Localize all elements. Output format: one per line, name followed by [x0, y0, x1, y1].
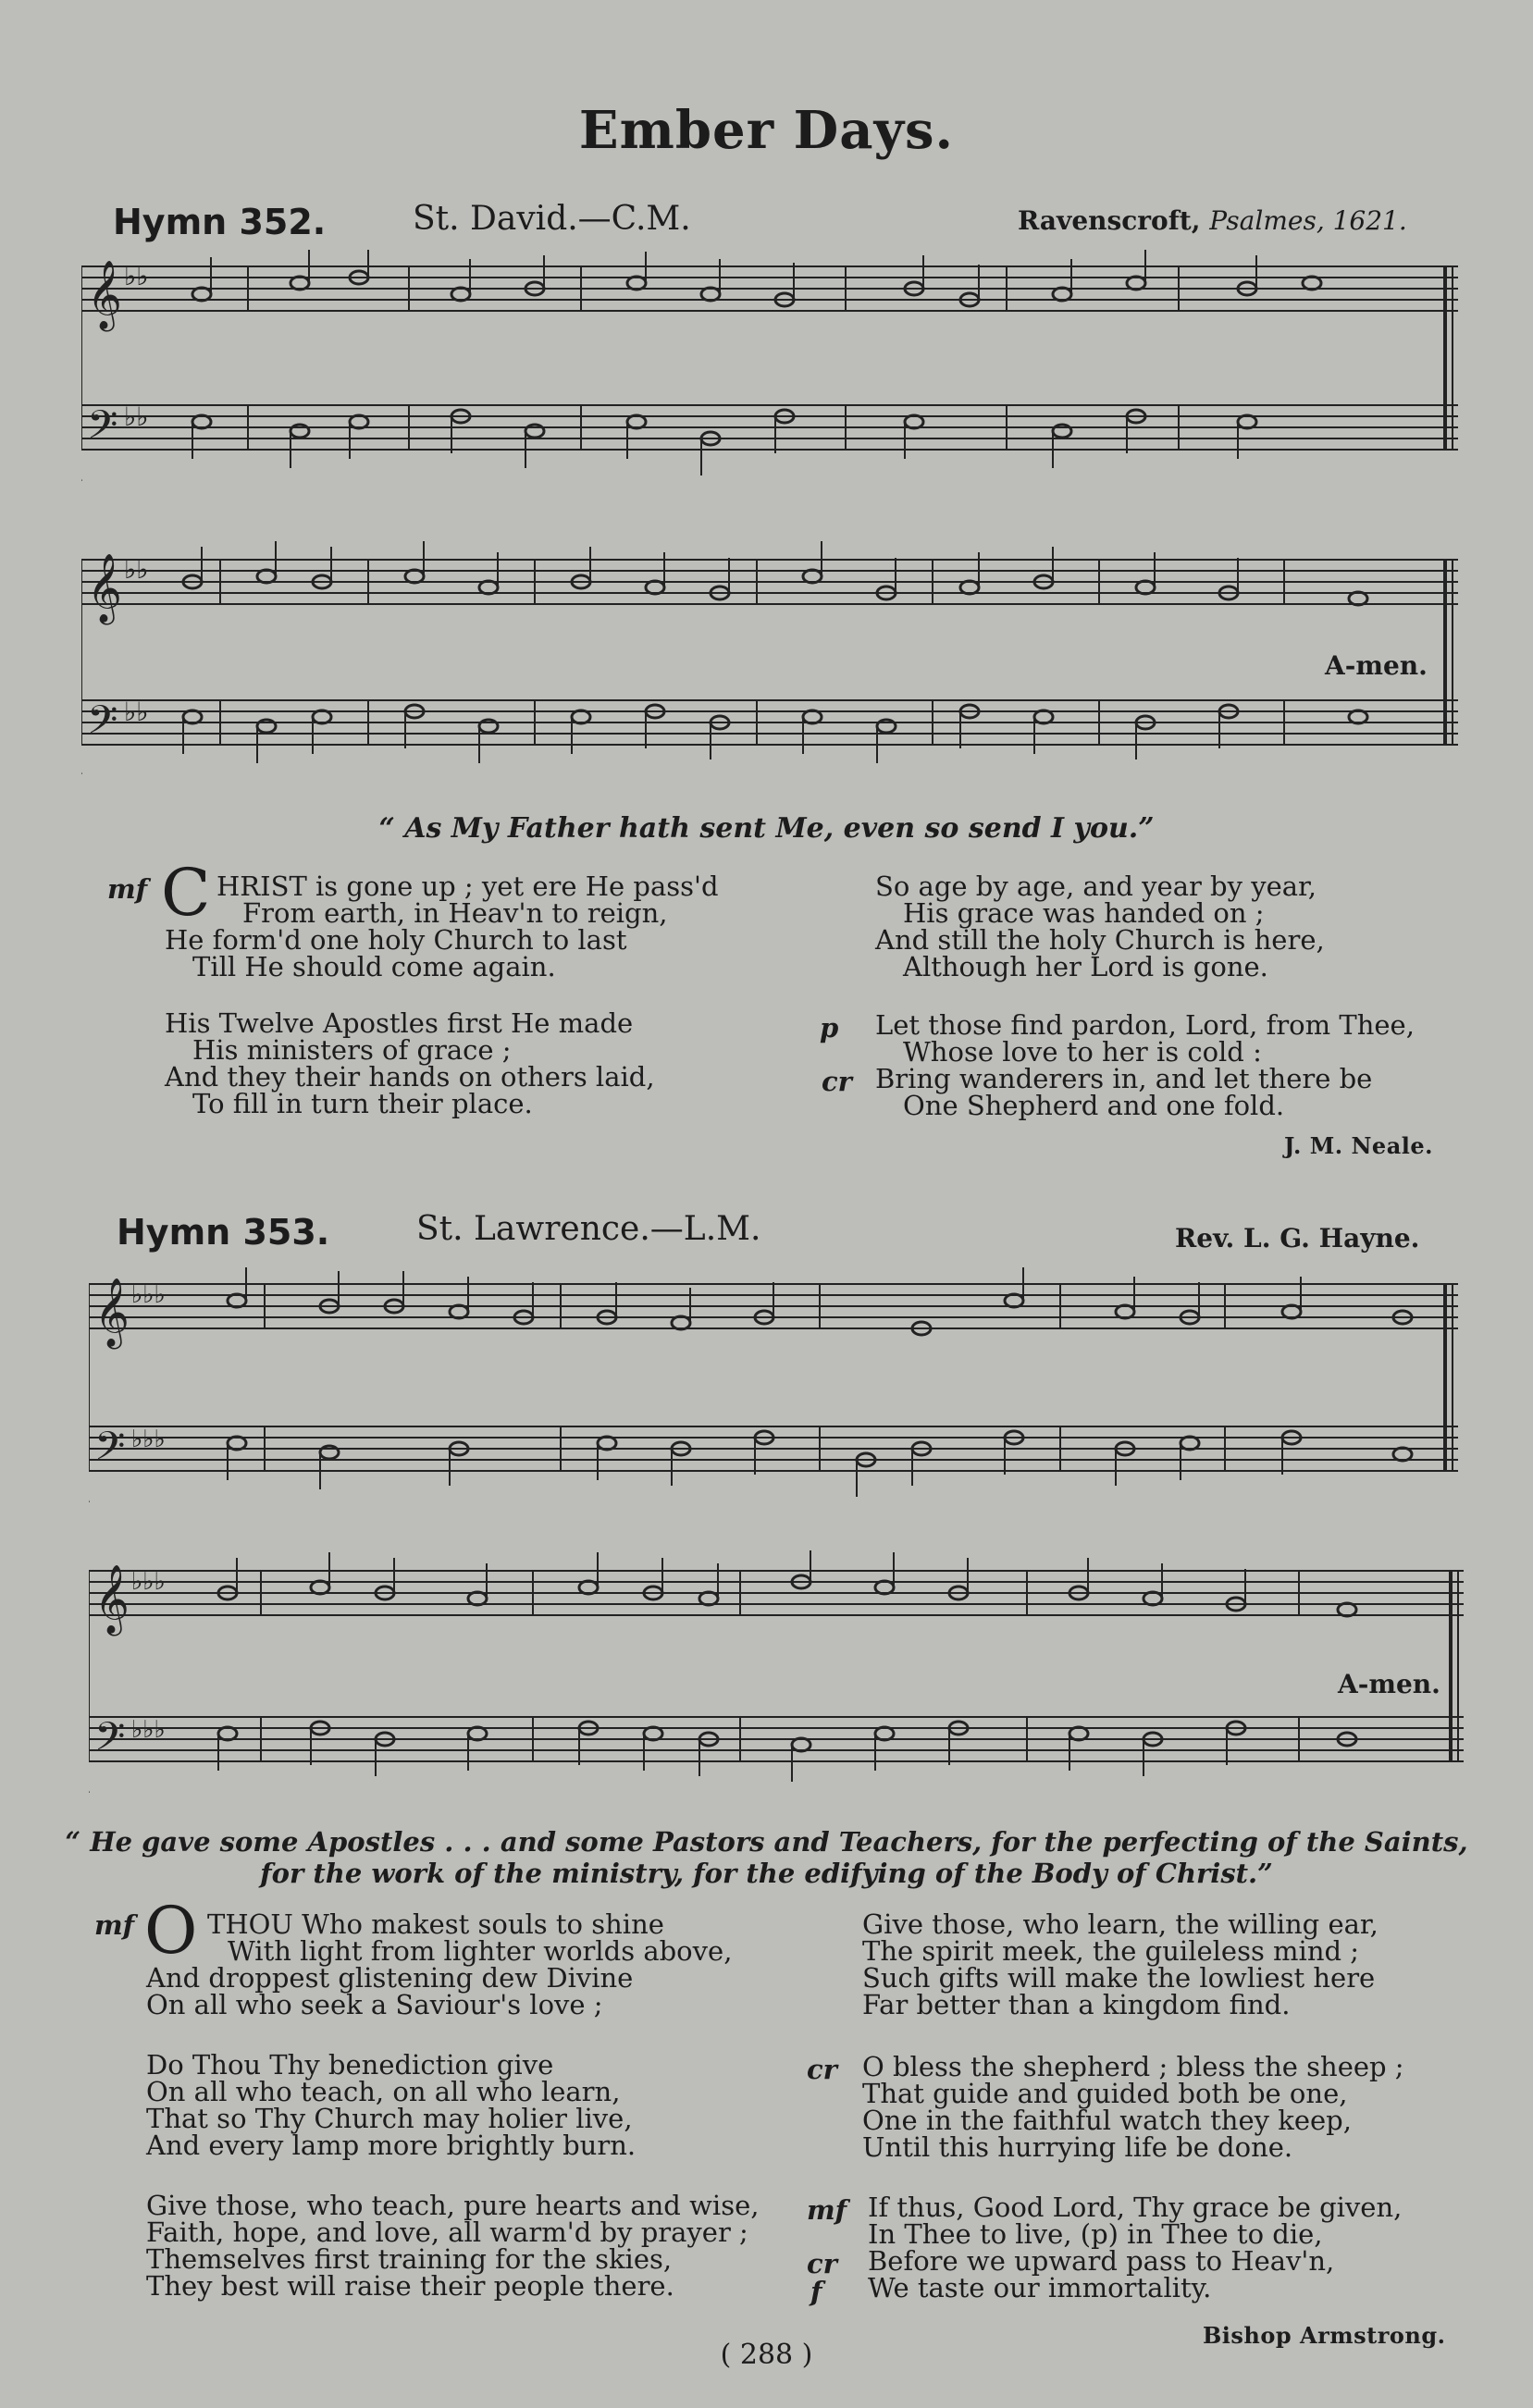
hymn-352-stanza-3: So age by age, and year by year, His grace was handed on ; And still the holy Church is here, Although her Lord is gone. [875, 871, 1325, 982]
hymn-353-heading: Hymn 353. [117, 1212, 330, 1253]
svg-text:♭♭♭: ♭♭♭ [131, 1281, 166, 1309]
hymn-353-mark-cr-1: cr [807, 2054, 837, 2085]
hymn-353-stanza-6: If thus, Good Lord, Thy grace be given, In Thee to live, (p) in Thee to die, Before we upward pass to Heav'n, We taste our immortality. [868, 2192, 1403, 2303]
svg-text:♭♭♭: ♭♭♭ [131, 1716, 166, 1744]
svg-text:♭♭♭: ♭♭♭ [131, 1568, 166, 1596]
hymn-352-notes-1 [192, 271, 1321, 445]
hymn-353-composer: Rev. L. G. Hayne. [1175, 1223, 1420, 1253]
hymn-353-mark-mf: mf [807, 2194, 847, 2226]
svg-text:𝄢: 𝄢 [94, 1424, 126, 1479]
hymn-353-score-system-1 [89, 1264, 1477, 1504]
svg-text:𝄢: 𝄢 [87, 698, 118, 753]
hymn-353-dropcap: O [144, 1893, 198, 1969]
hymn-353-score-system-2 [89, 1550, 1477, 1800]
svg-text:𝄞: 𝄞 [87, 261, 122, 329]
hymn-353-first-mark: mf [94, 1909, 135, 1941]
svg-text:♭♭: ♭♭ [124, 401, 149, 432]
hymn-352-tune: St. David.—C.M. [413, 200, 691, 238]
hymn-353-stanza-1: THOU Who makest souls to shine With light from lighter worlds above, And droppest glistening dew Divine On all who seek a Saviour's love ; [146, 1908, 733, 2020]
hymn-353-mark-cr-2: cr [807, 2248, 837, 2279]
hymn-353-motto-line-1: “ He gave some Apostles . . . and some Pastors and Teachers, for the perfecting of the Saints, [65, 1826, 1468, 1858]
hymn-353-motto-line-2: for the work of the ministry, for the edifying of the Body of Christ.” [260, 1858, 1273, 1889]
hymn-353-tune: St. Lawrence.—L.M. [416, 1210, 761, 1248]
hymn-353-author: Bishop Armstrong. [1203, 2322, 1446, 2349]
hymn-352-dropcap: C [161, 855, 211, 931]
hymn-352-first-mark: mf [107, 873, 148, 905]
hymn-353-stanza-5: O bless the shepherd ; bless the sheep ; That guide and guided both be one, One in the faithful watch they keep, Until this hurrying life be done. [862, 2051, 1404, 2163]
svg-text:𝄞: 𝄞 [94, 1278, 130, 1347]
svg-text:𝄢: 𝄢 [94, 1714, 126, 1770]
hymn-353-stanza-3: Give those, who teach, pure hearts and wise, Faith, hope, and love, all warm'd by prayer ; Themselves first training for the skies, They best will raise their people there. [146, 2190, 760, 2302]
page-title: Ember Days. [578, 100, 955, 161]
svg-text:𝄞: 𝄞 [87, 554, 122, 623]
hymn-352-author: J. M. Neale. [1284, 1132, 1433, 1159]
hymn-352-mark-cr: cr [822, 1066, 852, 1097]
hymn-352-heading: Hymn 352. [113, 202, 327, 242]
svg-text:𝄢: 𝄢 [87, 402, 118, 458]
svg-text:♭♭: ♭♭ [124, 697, 149, 727]
svg-text:♭♭: ♭♭ [124, 261, 149, 291]
svg-text:♭♭: ♭♭ [124, 554, 149, 585]
hymn-352-score-system-1 [81, 250, 1469, 481]
hymn-352-stanza-1: HRIST is gone up ; yet ere He pass'd From earth, in Heav'n to reign, He form'd one holy Church to last Till He should come again. [165, 871, 719, 982]
hymn-353-stanza-4: Give those, who learn, the willing ear, The spirit meek, the guileless mind ; Such gifts will make the lowliest here Far better than a kingdom find. [862, 1908, 1378, 2020]
hymn-353-mark-f: f [810, 2276, 822, 2307]
hymn-353-amen: A-men. [1338, 1669, 1440, 1699]
hymn-352-composer: Ravenscroft, Psalmes, 1621. [1018, 205, 1407, 236]
hymn-352-stanza-2: His Twelve Apostles first He made His ministers of grace ; And they their hands on others laid, To fill in turn their place. [165, 1007, 655, 1119]
svg-text:𝄞: 𝄞 [94, 1565, 130, 1634]
page-number: ( 288 ) [720, 2339, 813, 2371]
hymn-353-stanza-2: Do Thou Thy benediction give On all who teach, on all who learn, That so Thy Church may holier live, And every lamp more brightly burn. [146, 2049, 637, 2161]
hymn-352-mark-p: p [820, 1012, 839, 1043]
hymn-352-stanza-4: Let those find pardon, Lord, from Thee, Whose love to her is cold : Bring wanderers in, and let there be One Shepherd and one fold. [875, 1009, 1415, 1121]
hymn-352-motto: “ As My Father hath sent Me, even so send I you.” [378, 812, 1155, 845]
svg-text:♭♭♭: ♭♭♭ [131, 1426, 166, 1453]
hymn-352-amen: A-men. [1325, 650, 1428, 681]
hymn-352-score-system-2 [81, 541, 1469, 782]
